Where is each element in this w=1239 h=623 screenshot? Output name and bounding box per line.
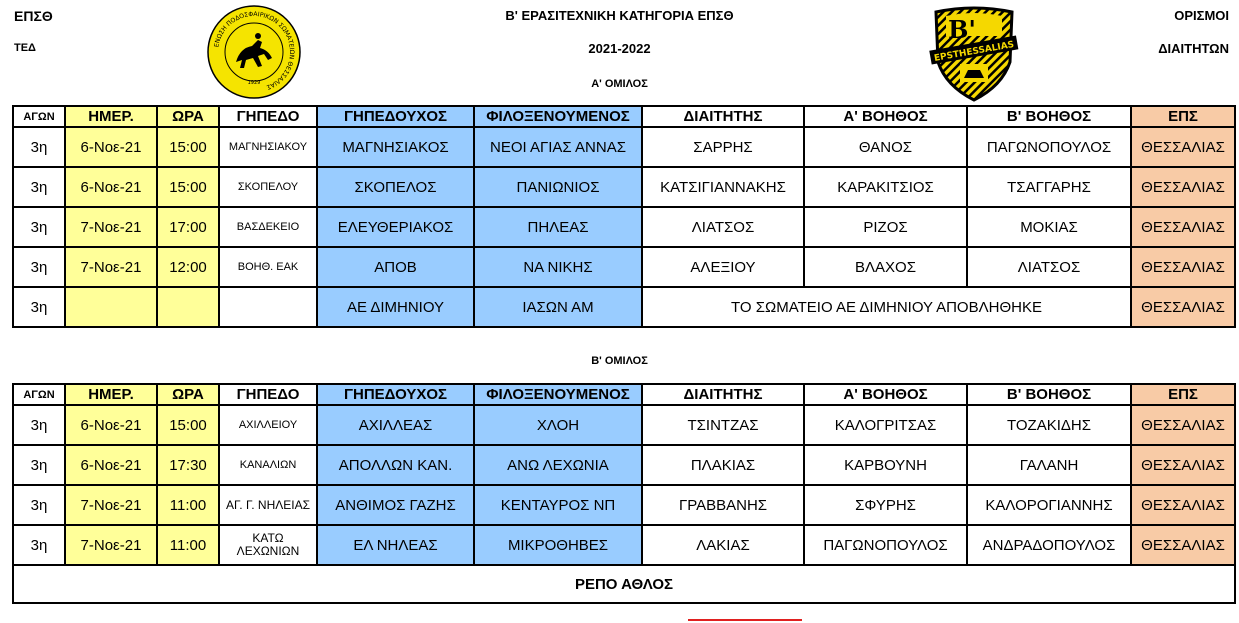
cell-home: ΣΚΟΠΕΛΟΣ: [317, 167, 474, 207]
cell-time: 11:00: [157, 485, 219, 525]
cell-referee: ΣΑΡΡΗΣ: [642, 127, 804, 167]
cell-venue: ΒΟΗΘ. ΕΑΚ: [219, 247, 317, 287]
cell-agon: 3η: [13, 287, 65, 327]
cell-referee: ΛΙΑΤΣΟΣ: [642, 207, 804, 247]
cell-referee: ΛΑΚΙΑΣ: [642, 525, 804, 565]
cell-away: ΑΝΩ ΛΕΧΩΝΙΑ: [474, 445, 642, 485]
header-right-line1: ΟΡΙΣΜΟΙ: [1174, 8, 1229, 23]
table-row: [13, 287, 1235, 327]
cell-eps: ΘΕΣΣΑΛΙΑΣ: [1131, 127, 1235, 167]
cell-agon: 3η: [13, 525, 65, 565]
cell-assistant1: ΚΑΡΒΟΥΝΗ: [804, 445, 967, 485]
cell-date: 6-Νοε-21: [65, 127, 157, 167]
seal-text: ΕΝΩΣΗ ΠΟΔΟΣΦΑΙΡΙΚΩΝ ΣΩΜΑΤΕΙΩΝ ΘΕΣΣΑΛΙΑΣ: [213, 10, 296, 91]
cell-date: 7-Νοε-21: [65, 207, 157, 247]
col-header-date: ΗΜΕΡ.: [65, 106, 157, 127]
col-header-assistant2: Β' ΒΟΗΘΟΣ: [967, 106, 1131, 127]
col-header-assistant1: Α' ΒΟΗΘΟΣ: [804, 384, 967, 405]
cell-eps: ΘΕΣΣΑΛΙΑΣ: [1131, 485, 1235, 525]
table-row: [13, 445, 1235, 485]
col-header-agon: ΑΓΩΝ: [13, 384, 65, 405]
page-title: Β' ΕΡΑΣΙΤΕΧΝΙΚΗ ΚΑΤΗΓΟΡΙΑ ΕΠΣΘ: [505, 8, 734, 23]
table-row: [13, 127, 1235, 167]
cell-assistant1: ΣΦΥΡΗΣ: [804, 485, 967, 525]
cell-time: 17:30: [157, 445, 219, 485]
cell-time: 11:00: [157, 525, 219, 565]
col-header-time: ΩΡΑ: [157, 384, 219, 405]
cell-assistant2: ΓΑΛΑΝΗ: [967, 445, 1131, 485]
cell-home: ΑΠΟΒ: [317, 247, 474, 287]
col-header-assistant1: Α' ΒΟΗΘΟΣ: [804, 106, 967, 127]
shield-band-text: EPSTHESSALIAS: [933, 40, 1015, 64]
cell-eps: ΘΕΣΣΑΛΙΑΣ: [1131, 207, 1235, 247]
cell-agon: 3η: [13, 167, 65, 207]
cell-date: 6-Νοε-21: [65, 445, 157, 485]
cell-assistant1: ΚΑΛΟΓΡΙΤΣΑΣ: [804, 405, 967, 445]
group-b-table: [12, 383, 1236, 604]
cell-eps: ΘΕΣΣΑΛΙΑΣ: [1131, 405, 1235, 445]
col-header-referee: ΔΙΑΙΤΗΤΗΣ: [642, 106, 804, 127]
cell-date: [65, 287, 157, 327]
cell-home: ΑΝΘΙΜΟΣ ΓΑΖΗΣ: [317, 485, 474, 525]
table-row: [13, 167, 1235, 207]
cell-assistant1: ΡΙΖΟΣ: [804, 207, 967, 247]
cell-away: ΠΗΛΕΑΣ: [474, 207, 642, 247]
cell-agon: 3η: [13, 485, 65, 525]
col-header-eps: ΕΠΣ: [1131, 106, 1235, 127]
cell-venue: ΑΓ. Γ. ΝΗΛΕΙΑΣ: [219, 485, 317, 525]
shield-letter: B': [948, 15, 976, 44]
header-left-line1: ΕΠΣΘ: [14, 8, 53, 24]
cell-eps: ΘΕΣΣΑΛΙΑΣ: [1131, 167, 1235, 207]
cell-away: ΙΑΣΩΝ ΑΜ: [474, 287, 642, 327]
cell-date: 7-Νοε-21: [65, 485, 157, 525]
cell-time: 17:00: [157, 207, 219, 247]
col-header-assistant2: Β' ΒΟΗΘΟΣ: [967, 384, 1131, 405]
cell-away: ΚΕΝΤΑΥΡΟΣ ΝΠ: [474, 485, 642, 525]
cell-venue: ΣΚΟΠΕΛΟΥ: [219, 167, 317, 207]
col-header-away: ΦΙΛΟΞΕΝΟΥΜΕΝΟΣ: [474, 384, 642, 405]
col-header-eps: ΕΠΣ: [1131, 384, 1235, 405]
header-left-line2: ΤΕΔ: [14, 42, 36, 54]
repo-row: [13, 565, 1235, 603]
cell-home: ΕΛ ΝΗΛΕΑΣ: [317, 525, 474, 565]
cell-assistant2: ΤΣΑΓΓΑΡΗΣ: [967, 167, 1131, 207]
cell-agon: 3η: [13, 405, 65, 445]
cell-assistant1: ΘΑΝΟΣ: [804, 127, 967, 167]
cell-venue: ΜΑΓΝΗΣΙΑΚΟΥ: [219, 127, 317, 167]
cell-assistant2: ΑΝΔΡΑΔΟΠΟΥΛΟΣ: [967, 525, 1131, 565]
group-a-label: Α' ΟΜΙΛΟΣ: [591, 78, 648, 90]
cell-referee: ΓΡΑΒΒΑΝΗΣ: [642, 485, 804, 525]
table-row: [13, 405, 1235, 445]
cell-venue: [219, 287, 317, 327]
cell-venue: ΚΑΝΑΛΙΩΝ: [219, 445, 317, 485]
col-header-referee: ΔΙΑΙΤΗΤΗΣ: [642, 384, 804, 405]
cell-referee: ΠΛΑΚΙΑΣ: [642, 445, 804, 485]
cell-referee: ΚΑΤΣΙΓΙΑΝΝΑΚΗΣ: [642, 167, 804, 207]
cell-away: ΝΕΟΙ ΑΓΙΑΣ ΑΝΝΑΣ: [474, 127, 642, 167]
cell-away: ΧΛΟΗ: [474, 405, 642, 445]
col-header-agon: ΑΓΩΝ: [13, 106, 65, 127]
cell-eps: ΘΕΣΣΑΛΙΑΣ: [1131, 445, 1235, 485]
cell-time: 15:00: [157, 167, 219, 207]
cell-assistant1: ΒΛΑΧΟΣ: [804, 247, 967, 287]
red-underline: [688, 619, 802, 621]
cell-referee: ΤΣΙΝΤΖΑΣ: [642, 405, 804, 445]
cell-home: ΜΑΓΝΗΣΙΑΚΟΣ: [317, 127, 474, 167]
cell-time: [157, 287, 219, 327]
col-header-date: ΗΜΕΡ.: [65, 384, 157, 405]
cell-venue: ΑΧΙΛΛΕΙΟΥ: [219, 405, 317, 445]
cell-assistant2: ΤΟΖΑΚΙΔΗΣ: [967, 405, 1131, 445]
col-header-venue: ΓΗΠΕΔΟ: [219, 384, 317, 405]
federation-seal-logo: [206, 4, 302, 100]
cell-eps: ΘΕΣΣΑΛΙΑΣ: [1131, 247, 1235, 287]
expulsion-note: ΤΟ ΣΩΜΑΤΕΙΟ ΑΕ ΔΙΜΗΝΙΟΥ ΑΠΟΒΛΗΘΗΚΕ: [642, 287, 1131, 327]
cell-date: 7-Νοε-21: [65, 525, 157, 565]
cell-agon: 3η: [13, 445, 65, 485]
cell-home: ΑΕ ΔΙΜΗΝΙΟΥ: [317, 287, 474, 327]
col-header-venue: ΓΗΠΕΔΟ: [219, 106, 317, 127]
cell-home: ΕΛΕΥΘΕΡΙΑΚΟΣ: [317, 207, 474, 247]
cell-eps: ΘΕΣΣΑΛΙΑΣ: [1131, 525, 1235, 565]
col-header-home: ΓΗΠΕΔΟΥΧΟΣ: [317, 106, 474, 127]
table-header-row: [13, 106, 1235, 127]
group-b-label: Β' ΟΜΙΛΟΣ: [591, 355, 648, 367]
repo-team: ΡΕΠΟ ΑΘΛΟΣ: [13, 565, 1235, 603]
table-row: [13, 525, 1235, 565]
table-row: [13, 247, 1235, 287]
cell-eps: ΘΕΣΣΑΛΙΑΣ: [1131, 287, 1235, 327]
cell-away: ΝΑ ΝΙΚΗΣ: [474, 247, 642, 287]
cell-time: 15:00: [157, 405, 219, 445]
col-header-time: ΩΡΑ: [157, 106, 219, 127]
cell-assistant1: ΚΑΡΑΚΙΤΣΙΟΣ: [804, 167, 967, 207]
cell-date: 7-Νοε-21: [65, 247, 157, 287]
cell-agon: 3η: [13, 207, 65, 247]
cell-home: ΑΠΟΛΛΩΝ ΚΑΝ.: [317, 445, 474, 485]
cell-assistant2: ΚΑΛΟΡΟΓΙΑΝΝΗΣ: [967, 485, 1131, 525]
header-right-line2: ΔΙΑΙΤΗΤΩΝ: [1158, 41, 1229, 56]
table-header-row: [13, 384, 1235, 405]
cell-assistant1: ΠΑΓΩΝΟΠΟΥΛΟΣ: [804, 525, 967, 565]
cell-time: 15:00: [157, 127, 219, 167]
seal-year: 1929: [247, 80, 261, 86]
cell-assistant2: ΠΑΓΩΝΟΠΟΥΛΟΣ: [967, 127, 1131, 167]
table-row: [13, 207, 1235, 247]
cell-assistant2: ΜΟΚΙΑΣ: [967, 207, 1131, 247]
cell-away: ΠΑΝΙΩΝΙΟΣ: [474, 167, 642, 207]
season-label: 2021-2022: [588, 41, 651, 56]
col-header-home: ΓΗΠΕΔΟΥΧΟΣ: [317, 384, 474, 405]
cell-date: 6-Νοε-21: [65, 405, 157, 445]
cell-venue: ΒΑΣΔΕΚΕΙΟ: [219, 207, 317, 247]
cell-agon: 3η: [13, 247, 65, 287]
cell-away: ΜΙΚΡΟΘΗΒΕΣ: [474, 525, 642, 565]
col-header-away: ΦΙΛΟΞΕΝΟΥΜΕΝΟΣ: [474, 106, 642, 127]
cell-home: ΑΧΙΛΛΕΑΣ: [317, 405, 474, 445]
cell-referee: ΑΛΕΞΙΟΥ: [642, 247, 804, 287]
cell-venue: ΚΑΤΩ ΛΕΧΩΝΙΩΝ: [219, 525, 317, 565]
shield-logo: [922, 6, 1026, 102]
group-a-table: [12, 105, 1236, 328]
table-row: [13, 485, 1235, 525]
cell-date: 6-Νοε-21: [65, 167, 157, 207]
cell-agon: 3η: [13, 127, 65, 167]
cell-assistant2: ΛΙΑΤΣΟΣ: [967, 247, 1131, 287]
cell-time: 12:00: [157, 247, 219, 287]
